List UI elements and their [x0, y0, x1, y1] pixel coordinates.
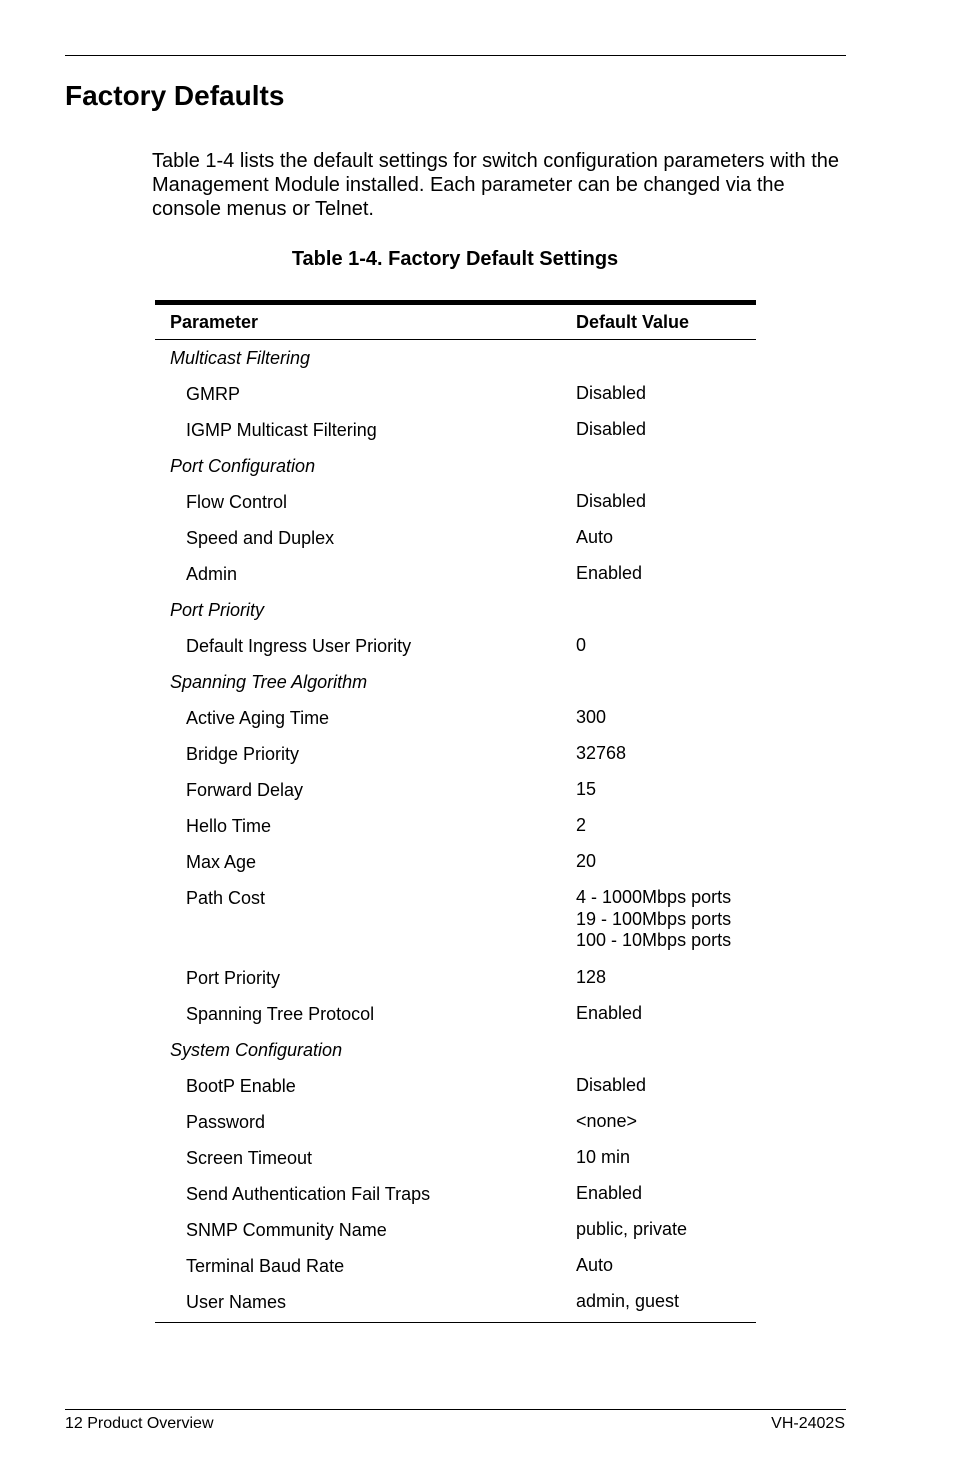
table-row: [155, 808, 756, 844]
parameter-name: User Names: [186, 1292, 287, 1312]
table-row: [155, 996, 756, 1032]
default-value: [576, 1291, 756, 1313]
default-value-line: <none>: [576, 1111, 638, 1131]
default-value: [576, 491, 756, 513]
default-value-line: 32768: [576, 743, 627, 763]
default-value: [576, 1111, 756, 1133]
intro-paragraph: Table 1-4 lists the default settings for switch configuration parameters with the Management Module installed. Each parameter can be changed via the console menus or Telnet.: [152, 150, 840, 220]
default-value: [576, 383, 756, 405]
table-caption: Table 1-4. Factory Default Settings: [291, 248, 619, 270]
default-value-line: Disabled: [576, 1075, 647, 1095]
table-body: [155, 340, 756, 1320]
table-row: [155, 844, 756, 880]
default-value-line: Disabled: [576, 491, 647, 511]
default-value-line: Enabled: [576, 1003, 643, 1023]
factory-defaults-table: [155, 300, 756, 1323]
parameter-name: Default Ingress User Priority: [186, 636, 412, 656]
parameter-name: Forward Delay: [186, 780, 304, 800]
parameter-name: Spanning Tree Protocol: [186, 1004, 375, 1024]
default-value: [576, 419, 756, 441]
parameter-name: Flow Control: [186, 492, 288, 512]
default-value: [576, 1255, 756, 1277]
default-value-line: Auto: [576, 1255, 614, 1275]
default-value: [576, 815, 756, 837]
default-value-line: Disabled: [576, 383, 647, 403]
header-rule: [65, 55, 846, 56]
default-value-line: 19 - 100Mbps ports: [576, 908, 732, 929]
table-row: [155, 520, 756, 556]
default-value-line: 2: [576, 815, 587, 835]
table-row: [155, 880, 756, 960]
table-row: [155, 412, 756, 448]
default-value-line: 128: [576, 967, 607, 987]
default-value: [576, 779, 756, 801]
default-value-line: 15: [576, 779, 597, 799]
default-value-line: 300: [576, 707, 607, 727]
table-row: [155, 736, 756, 772]
group-heading: Multicast Filtering: [170, 348, 311, 368]
table-header-row: [155, 305, 756, 340]
default-value: [576, 887, 756, 952]
parameter-name: Speed and Duplex: [186, 528, 335, 548]
table-row: [155, 1248, 756, 1284]
column-header-default-value: Default Value: [576, 311, 690, 332]
default-value: [576, 527, 756, 549]
group-heading: Spanning Tree Algorithm: [170, 672, 368, 692]
parameter-name: SNMP Community Name: [186, 1220, 387, 1240]
default-value: [576, 563, 756, 585]
default-value: [576, 1183, 756, 1205]
footer-page-label: 12 Product Overview: [65, 1415, 214, 1432]
parameter-name: Active Aging Time: [186, 708, 330, 728]
default-value: [576, 743, 756, 765]
table-row: [155, 628, 756, 664]
default-value: [576, 1003, 756, 1025]
parameter-name: Path Cost: [186, 888, 266, 908]
parameter-name: Max Age: [186, 852, 257, 872]
default-value-line: 100 - 10Mbps ports: [576, 930, 732, 950]
table-row: [155, 1212, 756, 1248]
table-group-row: [155, 592, 756, 628]
default-value-line: 20: [576, 851, 597, 871]
default-value-line: 4 - 1000Mbps ports: [576, 887, 732, 907]
table-row: [155, 376, 756, 412]
default-value-line: Enabled: [576, 1183, 643, 1203]
table-row: [155, 700, 756, 736]
parameter-name: GMRP: [186, 384, 240, 404]
group-heading: Port Configuration: [170, 456, 316, 476]
default-value-line: Enabled: [576, 563, 643, 583]
parameter-name: Bridge Priority: [186, 744, 300, 764]
table-group-row: [155, 340, 756, 376]
table-row: [155, 1068, 756, 1104]
table-row: [155, 1176, 756, 1212]
table-bottom-rule: [155, 1322, 756, 1323]
column-header-parameter: Parameter: [170, 311, 259, 332]
table-row: [155, 772, 756, 808]
default-value-line: Disabled: [576, 419, 647, 439]
default-value: [576, 635, 756, 657]
default-value: [576, 1219, 756, 1241]
table-row: [155, 960, 756, 996]
table-group-row: [155, 1032, 756, 1068]
table-row: [155, 1284, 756, 1320]
footer-rule: [65, 1409, 846, 1410]
parameter-name: Send Authentication Fail Traps: [186, 1184, 431, 1204]
table-row: [155, 1104, 756, 1140]
parameter-name: BootP Enable: [186, 1076, 296, 1096]
default-value: [576, 967, 756, 989]
parameter-name: IGMP Multicast Filtering: [186, 420, 377, 440]
group-heading: System Configuration: [170, 1040, 343, 1060]
table-row: [155, 1140, 756, 1176]
footer-model-label: VH-2402S: [771, 1415, 845, 1432]
default-value-line: 10 min: [576, 1147, 631, 1167]
table-row: [155, 556, 756, 592]
default-value-line: admin, guest: [576, 1291, 680, 1311]
table-row: [155, 484, 756, 520]
parameter-name: Admin: [186, 564, 238, 584]
default-value-line: public, private: [576, 1219, 688, 1239]
parameter-name: Hello Time: [186, 816, 272, 836]
parameter-name: Port Priority: [186, 968, 281, 988]
default-value: [576, 1147, 756, 1169]
parameter-name: Password: [186, 1112, 266, 1132]
parameter-name: Terminal Baud Rate: [186, 1256, 345, 1276]
default-value-line: 0: [576, 635, 587, 655]
page-title: Factory Defaults: [65, 80, 285, 111]
default-value: [576, 851, 756, 873]
default-value: [576, 1075, 756, 1097]
parameter-name: Screen Timeout: [186, 1148, 313, 1168]
group-heading: Port Priority: [170, 600, 265, 620]
default-value-line: Auto: [576, 527, 614, 547]
default-value: [576, 707, 756, 729]
table-group-row: [155, 448, 756, 484]
table-group-row: [155, 664, 756, 700]
